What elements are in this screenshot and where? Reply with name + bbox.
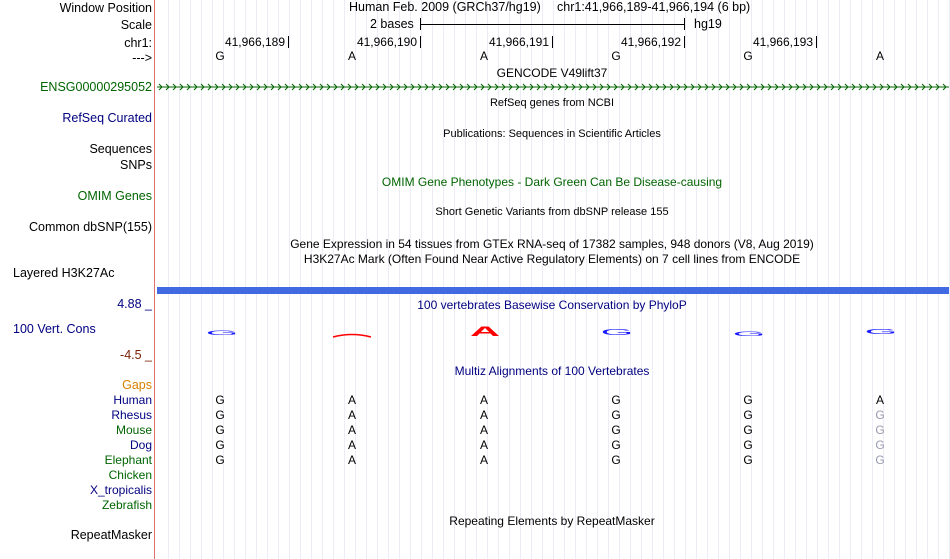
- alignment-base: G: [611, 393, 621, 407]
- alignment-base: G: [215, 453, 225, 467]
- reference-base: G: [611, 49, 621, 63]
- gencode-track-title: GENCODE V49lift37: [496, 66, 608, 80]
- assembly-title: Human Feb. 2009 (GRCh37/hg19): [349, 0, 541, 14]
- gene-line-svg: [157, 80, 949, 94]
- reference-base: G: [215, 49, 225, 63]
- alignment-base: G: [743, 438, 753, 452]
- alignment-base: A: [347, 453, 356, 467]
- scale-label: Scale: [120, 18, 152, 32]
- species-label-x_tropicalis[interactable]: X_tropicalis: [89, 483, 152, 497]
- alignment-base: A: [347, 438, 356, 452]
- reference-base: A: [479, 49, 488, 63]
- species-label-mouse[interactable]: Mouse: [115, 423, 152, 437]
- refseq-track-title: RefSeq genes from NCBI: [489, 97, 615, 109]
- species-label-elephant[interactable]: Elephant: [104, 453, 152, 467]
- sequences-label[interactable]: Sequences: [89, 142, 152, 156]
- alignment-base: G: [743, 408, 753, 422]
- gaps-label[interactable]: Gaps: [122, 378, 152, 392]
- scale-bar: [420, 24, 685, 25]
- scale-bar-left-tick: [420, 18, 421, 30]
- coordinate-tick: [552, 36, 553, 48]
- chr-label: chr1:: [124, 36, 152, 50]
- alignment-base: G: [611, 408, 621, 422]
- reference-base: A: [347, 49, 356, 63]
- refseq-curated-label[interactable]: RefSeq Curated: [62, 111, 152, 125]
- alignment-base: A: [479, 423, 488, 437]
- phylop-track-title: 100 vertebrates Basewise Conservation by PhyloP: [417, 298, 687, 312]
- scale-text: 2 bases: [370, 17, 414, 31]
- window-position-label: Window Position: [59, 1, 152, 15]
- alignment-base: G: [215, 438, 225, 452]
- coordinate-label: 41,966,189: [224, 35, 285, 49]
- alignment-base: A: [875, 393, 884, 407]
- alignment-base: A: [479, 393, 488, 407]
- dbsnp-track-title: Short Genetic Variants from dbSNP release 155: [435, 206, 669, 218]
- alignment-base: G: [875, 423, 885, 437]
- alignment-base: G: [743, 393, 753, 407]
- logo-base-1: G: [205, 329, 239, 337]
- label-divider: [154, 0, 155, 559]
- strand-label: --->: [132, 51, 152, 65]
- alignment-base: G: [875, 453, 885, 467]
- alignment-base: A: [347, 393, 356, 407]
- coordinate-tick: [420, 36, 421, 48]
- scale-db: hg19: [694, 17, 722, 31]
- publications-track-title: Publications: Sequences in Scientific Articles: [443, 128, 661, 140]
- alignment-base: G: [743, 423, 753, 437]
- scale-bar-right-tick: [684, 18, 685, 30]
- coordinate-label: 41,966,190: [356, 35, 417, 49]
- alignment-base: A: [479, 453, 488, 467]
- coordinate-tick: [684, 36, 685, 48]
- alignment-base: A: [347, 408, 356, 422]
- alignment-base: G: [215, 423, 225, 437]
- coordinate-tick: [288, 36, 289, 48]
- multiz-track-title: Multiz Alignments of 100 Vertebrates: [454, 364, 650, 378]
- vert-cons-label[interactable]: 100 Vert. Cons: [13, 322, 96, 336]
- coordinate-label: 41,966,192: [620, 35, 681, 49]
- logo-base-2: [333, 335, 371, 338]
- gtex-track-title: Gene Expression in 54 tissues from GTEx RNA-seq of 17382 samples, 948 donors (V8, Aug 2019): [290, 237, 814, 251]
- reference-base: A: [875, 49, 884, 63]
- alignment-base: G: [215, 408, 225, 422]
- coordinate-label: 41,966,193: [752, 35, 813, 49]
- phylop-bar[interactable]: [157, 287, 949, 294]
- logo-base-4: G: [600, 327, 634, 337]
- conservation-logo[interactable]: [155, 318, 950, 344]
- repeatmasker-label[interactable]: RepeatMasker: [70, 528, 152, 542]
- logo-base-3: A: [469, 323, 501, 340]
- alignment-base: G: [215, 393, 225, 407]
- species-label-chicken[interactable]: Chicken: [108, 468, 152, 482]
- cons-max-label: 4.88 _: [117, 297, 152, 311]
- coordinate-label: 41,966,191: [488, 35, 549, 49]
- reference-base: G: [743, 49, 753, 63]
- species-label-zebrafish[interactable]: Zebrafish: [101, 498, 152, 512]
- gene-id-label[interactable]: ENSG00000295052: [40, 80, 152, 94]
- snps-label[interactable]: SNPs: [120, 158, 152, 172]
- species-label-dog[interactable]: Dog: [129, 438, 152, 452]
- logo-base-6: G: [864, 327, 898, 336]
- omim-track-title: OMIM Gene Phenotypes - Dark Green Can Be Disease-causing: [381, 175, 723, 189]
- h3k27ac-track-title: H3K27Ac Mark (Often Found Near Active Regulatory Elements) on 7 cell lines from ENCODE: [303, 252, 801, 266]
- alignment-base: G: [875, 408, 885, 422]
- cons-min-label: -4.5 _: [120, 348, 152, 362]
- common-dbsnp-label[interactable]: Common dbSNP(155): [29, 220, 152, 234]
- alignment-base: A: [479, 438, 488, 452]
- alignment-base: G: [875, 438, 885, 452]
- repeatmasker-track-title: Repeating Elements by RepeatMasker: [449, 514, 655, 528]
- position-title: chr1:41,966,189-41,966,194 (6 bp): [557, 0, 751, 14]
- alignment-base: A: [347, 423, 356, 437]
- logo-base-5: G: [732, 330, 766, 338]
- alignment-base: G: [611, 438, 621, 452]
- alignment-base: G: [611, 423, 621, 437]
- species-label-human[interactable]: Human: [113, 393, 152, 407]
- species-label-rhesus[interactable]: Rhesus: [111, 408, 152, 422]
- alignment-base: G: [611, 453, 621, 467]
- coordinate-tick: [816, 36, 817, 48]
- layered-h3k27ac-label[interactable]: Layered H3K27Ac: [13, 266, 115, 280]
- alignment-base: G: [743, 453, 753, 467]
- alignment-base: A: [479, 408, 488, 422]
- gene-line[interactable]: [157, 80, 949, 94]
- omim-genes-label[interactable]: OMIM Genes: [77, 189, 152, 203]
